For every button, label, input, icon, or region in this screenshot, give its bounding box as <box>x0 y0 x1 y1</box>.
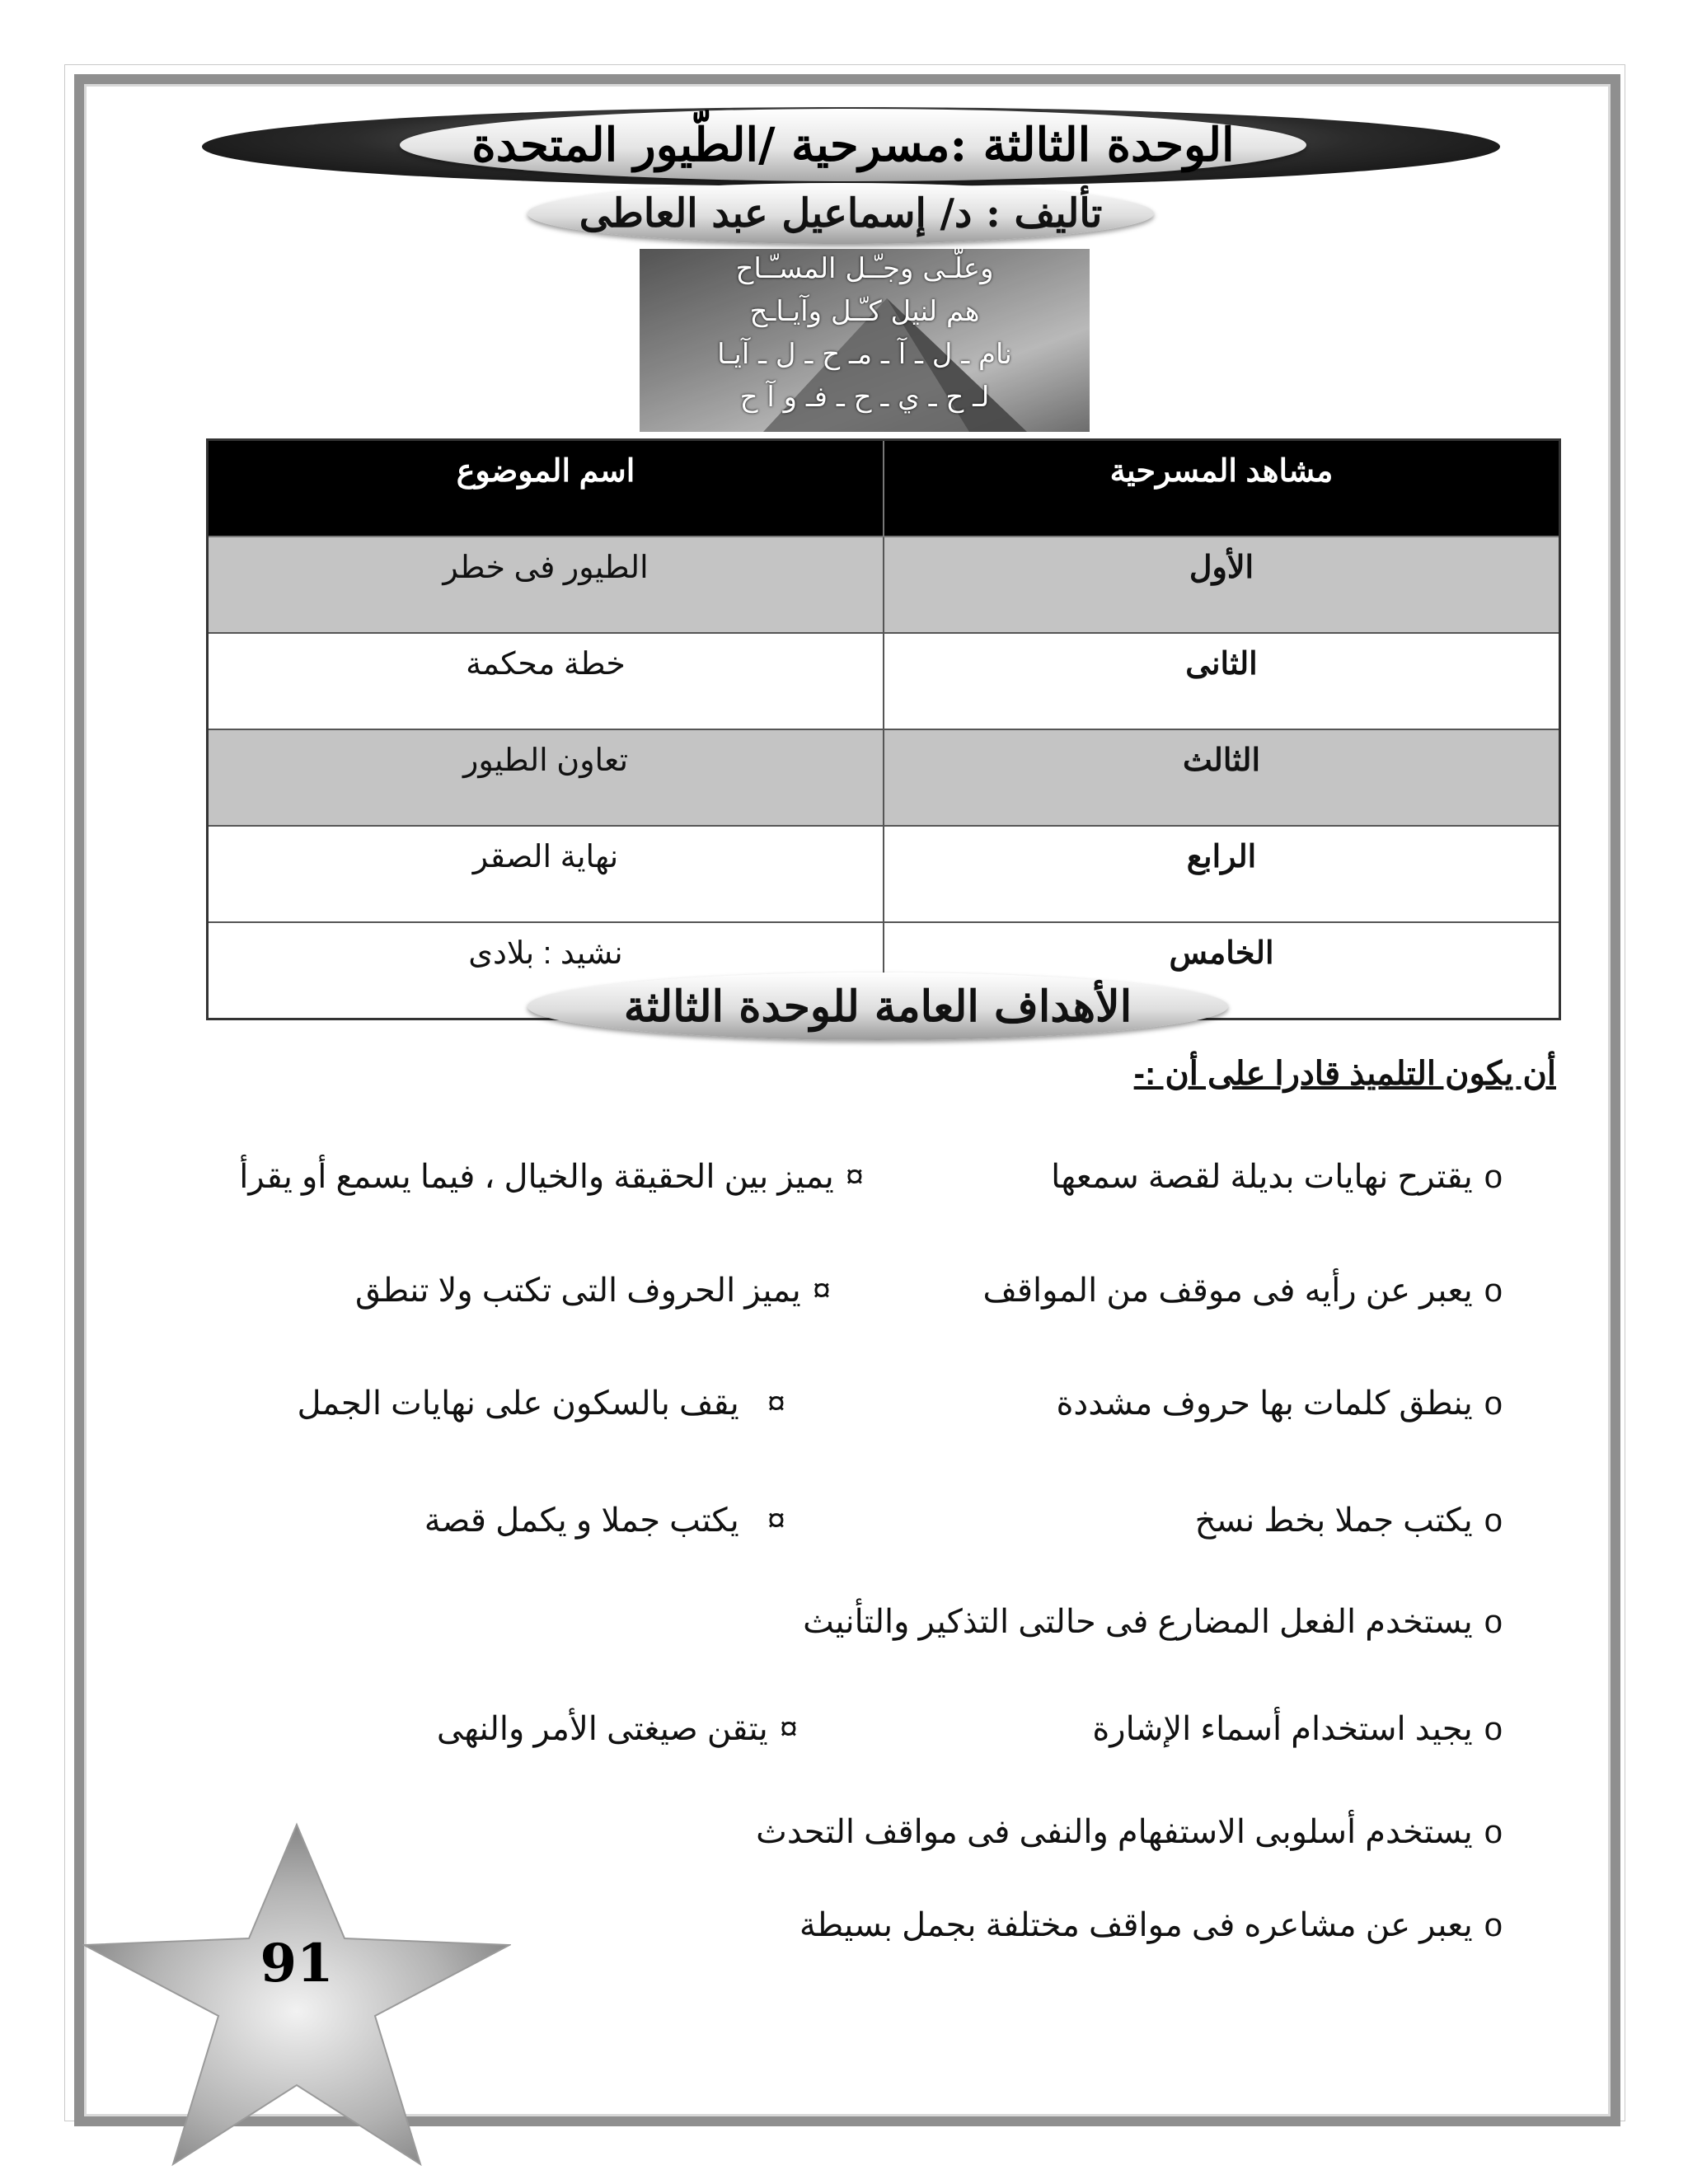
goal-item <box>239 1158 864 1196</box>
table-row <box>208 729 1560 826</box>
goal-text: يتقن صيغتى الأمر والنهى <box>436 1711 768 1747</box>
diamond-bullet-icon: ¤ <box>845 1159 864 1195</box>
header-scenes: مشاهد المسرحية <box>884 440 1560 537</box>
goal-text: يميز الحروف التى تكتب ولا تنطق <box>355 1272 801 1309</box>
circle-bullet-icon: o <box>1484 1604 1503 1640</box>
goal-text: يعبر عن رأيه فى موقف من المواقف <box>982 1272 1473 1309</box>
calligraphy-line-1: وعلّـى وجـّـل المسـّـاح <box>735 252 994 285</box>
calligraphy-line-2: هم لنيل كـّـل وآيـاـح <box>749 295 980 328</box>
goal-text: يكتب جملا و يكمل قصة <box>424 1502 739 1539</box>
diamond-bullet-icon: ¤ <box>779 1711 798 1747</box>
objectives-intro: أن يكون التلميذ قادرا على أن :- <box>1133 1056 1556 1092</box>
circle-bullet-icon: o <box>1484 1272 1503 1309</box>
circle-bullet-icon: o <box>1484 1159 1503 1195</box>
unit-title: الوحدة الثالثة :مسرحية /الطّيور المتحدة <box>471 118 1235 172</box>
goal-item <box>756 1813 1503 1851</box>
goal-item <box>1056 1385 1503 1422</box>
topic-cell: نشيد : بلادى <box>208 922 884 1019</box>
goal-text: يجيد استخدام أسماء الإشارة <box>1092 1711 1473 1747</box>
page-number: 91 <box>260 1933 334 1994</box>
table-header-row <box>208 440 1560 537</box>
goal-item <box>437 1710 798 1748</box>
goal-text: ينطق كلمات بها حروف مشددة <box>1056 1385 1473 1422</box>
circle-bullet-icon: o <box>1484 1502 1503 1539</box>
author-line: تأليف : د/ إسماعيل عبد العاطى <box>579 190 1103 237</box>
calligraphy-line-4: لـ ح ـ ي ـ ح ـ فـ و آ ح <box>739 381 990 414</box>
table-row <box>208 826 1560 922</box>
circle-bullet-icon: o <box>1484 1907 1503 1943</box>
goal-item <box>1092 1710 1503 1748</box>
star-icon <box>82 1821 511 2168</box>
goal-text: يميز بين الحقيقة والخيال ، فيما يسمع أو يقرأ <box>239 1159 834 1195</box>
goal-item <box>424 1502 785 1540</box>
calligraphy-pyramid-image <box>640 249 1090 432</box>
goal-item <box>803 1603 1503 1641</box>
diamond-bullet-icon: ¤ <box>812 1272 831 1309</box>
goal-item <box>297 1385 785 1422</box>
diamond-bullet-icon: ¤ <box>767 1385 785 1422</box>
objectives-title: الأهداف العامة للوحدة الثالثة <box>623 981 1132 1032</box>
topic-cell: خطة محكمة <box>208 633 884 729</box>
goal-item <box>355 1272 831 1310</box>
goal-item <box>1051 1158 1503 1196</box>
goal-text: يقترح نهايات بديلة لقصة سمعها <box>1051 1159 1473 1195</box>
scene-cell: الرابع <box>884 826 1560 922</box>
scene-cell: الخامس <box>884 922 1560 1019</box>
topic-cell: تعاون الطيور <box>208 729 884 826</box>
goal-item <box>1195 1502 1503 1540</box>
goal-text: يستخدم أسلوبى الاستفهام والنفى فى مواقف التحدث <box>756 1814 1473 1850</box>
goal-item <box>982 1272 1503 1310</box>
scene-cell: الثالث <box>884 729 1560 826</box>
header-topic: اسم الموضوع <box>208 440 884 537</box>
circle-bullet-icon: o <box>1484 1711 1503 1747</box>
circle-bullet-icon: o <box>1484 1385 1503 1422</box>
diamond-bullet-icon: ¤ <box>767 1502 785 1539</box>
topic-cell: نهاية الصقر <box>208 826 884 922</box>
calligraphy-line-3: نام ـ ل ـ آ ـ مـ ح ـ ل ـ آيـا <box>717 338 1012 371</box>
table-row <box>208 633 1560 729</box>
goal-text: يقف بالسكون على نهايات الجمل <box>297 1385 739 1422</box>
goal-text: يكتب جملا بخط نسخ <box>1194 1502 1473 1539</box>
goal-item <box>799 1906 1503 1944</box>
goal-text: يعبر عن مشاعره فى مواقف مختلفة بجمل بسيطة <box>799 1907 1473 1943</box>
scenes-table <box>206 438 1561 1020</box>
topic-cell: الطيور فى خطر <box>208 537 884 633</box>
scene-cell: الأول <box>884 537 1560 633</box>
circle-bullet-icon: o <box>1484 1814 1503 1850</box>
goal-text: يستخدم الفعل المضارع فى حالتى التذكير والتأنيث <box>803 1604 1473 1640</box>
table-row <box>208 537 1560 633</box>
scene-cell: الثانى <box>884 633 1560 729</box>
